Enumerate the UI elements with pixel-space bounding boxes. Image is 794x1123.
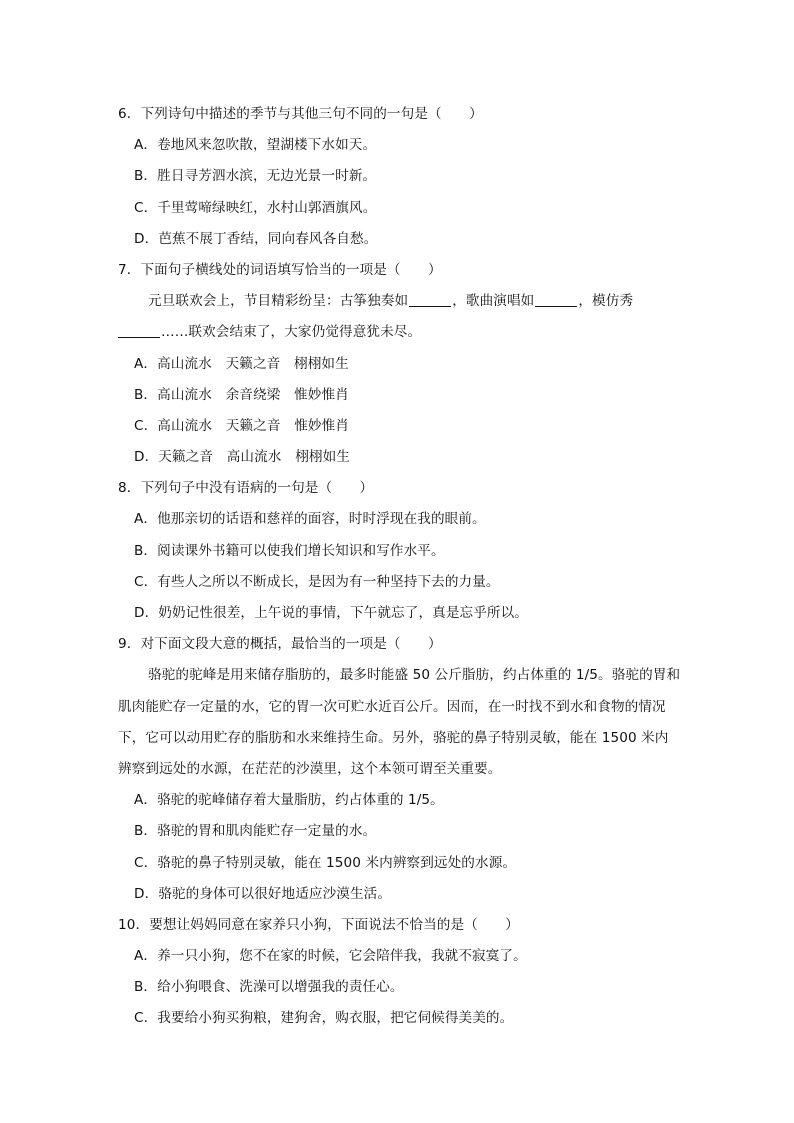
question-7-option-a: A．高山流水 天籁之音 栩栩如生 [134,355,349,372]
question-9-passage-line-2: 肌肉能贮存一定量的水，它的胃一次可贮水近百公斤。因而，在一时找不到水和食物的情况 [118,698,666,715]
question-7-passage-text-a: 元旦联欢会上，节目精彩纷呈：古筝独奏如 [148,293,409,310]
question-8-option-d: D．奶奶记性很差，上午说的事情，下午就忘了，真是忘乎所以。 [134,605,528,621]
question-9-passage-line-3: 下，它可以动用贮存的脂肪和水来维持生命。另外，骆驼的鼻子特别灵敏，能在 1500 米内 [118,729,669,746]
question-7-option-d: D．天籁之音 高山流水 栩栩如生 [134,449,350,466]
question-7-passage-line-2 [118,317,678,348]
question-6-option-c: C．千里莺啼绿映红，水村山郭酒旗风。 [134,199,377,216]
question-8-option-a: A．他那亲切的话语和慈祥的面容，时时浮现在我的眼前。 [134,511,486,528]
question-7-passage-line-1 [118,286,678,317]
question-7-passage-text-c: ，模仿秀 [578,293,634,310]
question-8-option-b: B．阅读课外书籍可以使我们增长知识和写作水平。 [134,542,445,559]
question-7-stem: 7．下面句子横线处的词语填写恰当的一项是（ ） [118,261,442,278]
question-9-option-c: C．骆驼的鼻子特别灵敏，能在 1500 米内辨察到远处的水源。 [134,854,517,871]
question-10-option-c: C．我要给小狗买狗粮，建狗舍，购衣服，把它伺候得美美的。 [134,1010,514,1027]
question-6-option-a: A．卷地风来忽吹散，望湖楼下水如天。 [134,137,377,154]
question-7-passage-text-b: ，歌曲演唱如 [452,293,535,310]
question-8-option-c: C．有些人之所以不断成长，是因为有一种坚持下去的力量。 [134,573,500,590]
question-9-option-a: A．骆驼的驼峰储存着大量脂肪，约占体重的 1/5。 [134,792,444,809]
question-8-stem: 8．下列句子中没有语病的一句是（ ） [118,480,374,497]
question-9-stem: 9．对下面文段大意的概括，最恰当的一项是（ ） [118,636,442,653]
question-9-option-b: B．骆驼的胃和肌肉能贮存一定量的水。 [134,823,377,840]
question-9-passage-line-1: 骆驼的驼峰是用来储存脂肪的，最多时能盛 50 公斤脂肪，约占体重的 1/5。骆驼的胃和 [148,667,681,684]
question-6-option-b: B．胜日寻芳泗水滨，无边光景一时新。 [134,168,377,185]
question-9-option-d: D．骆驼的身体可以很好地适应沙漠生活。 [134,885,392,902]
question-7-option-c: C．高山流水 天籁之音 惟妙惟肖 [134,417,349,434]
question-10-stem: 10．要想让妈妈同意在家养只小狗，下面说法不恰当的是（ ） [118,916,519,933]
fill-in-blank-2 [535,292,577,307]
fill-in-blank-1 [409,292,451,307]
fill-in-blank-3 [118,323,160,338]
question-9-passage-line-4: 辨察到远处的水源，在茫茫的沙漠里，这个本领可谓至关重要。 [118,760,502,777]
question-10-option-b: B．给小狗喂食、洗澡可以增强我的责任心。 [134,979,404,996]
question-list [118,99,681,1035]
question-7-passage-text-d: ……联欢会结束了，大家仍觉得意犹未尽。 [161,324,422,341]
question-6-option-d: D．芭蕉不展丁香结，同向春风各自愁。 [134,230,378,247]
question-7-option-b: B．高山流水 余音绕梁 惟妙惟肖 [134,386,349,403]
question-10-option-a: A．养一只小狗，您不在家的时候，它会陪伴我，我就不寂寞了。 [134,948,527,965]
question-6-stem: 6．下列诗句中描述的季节与其他三句不同的一句是（ ） [118,106,483,122]
